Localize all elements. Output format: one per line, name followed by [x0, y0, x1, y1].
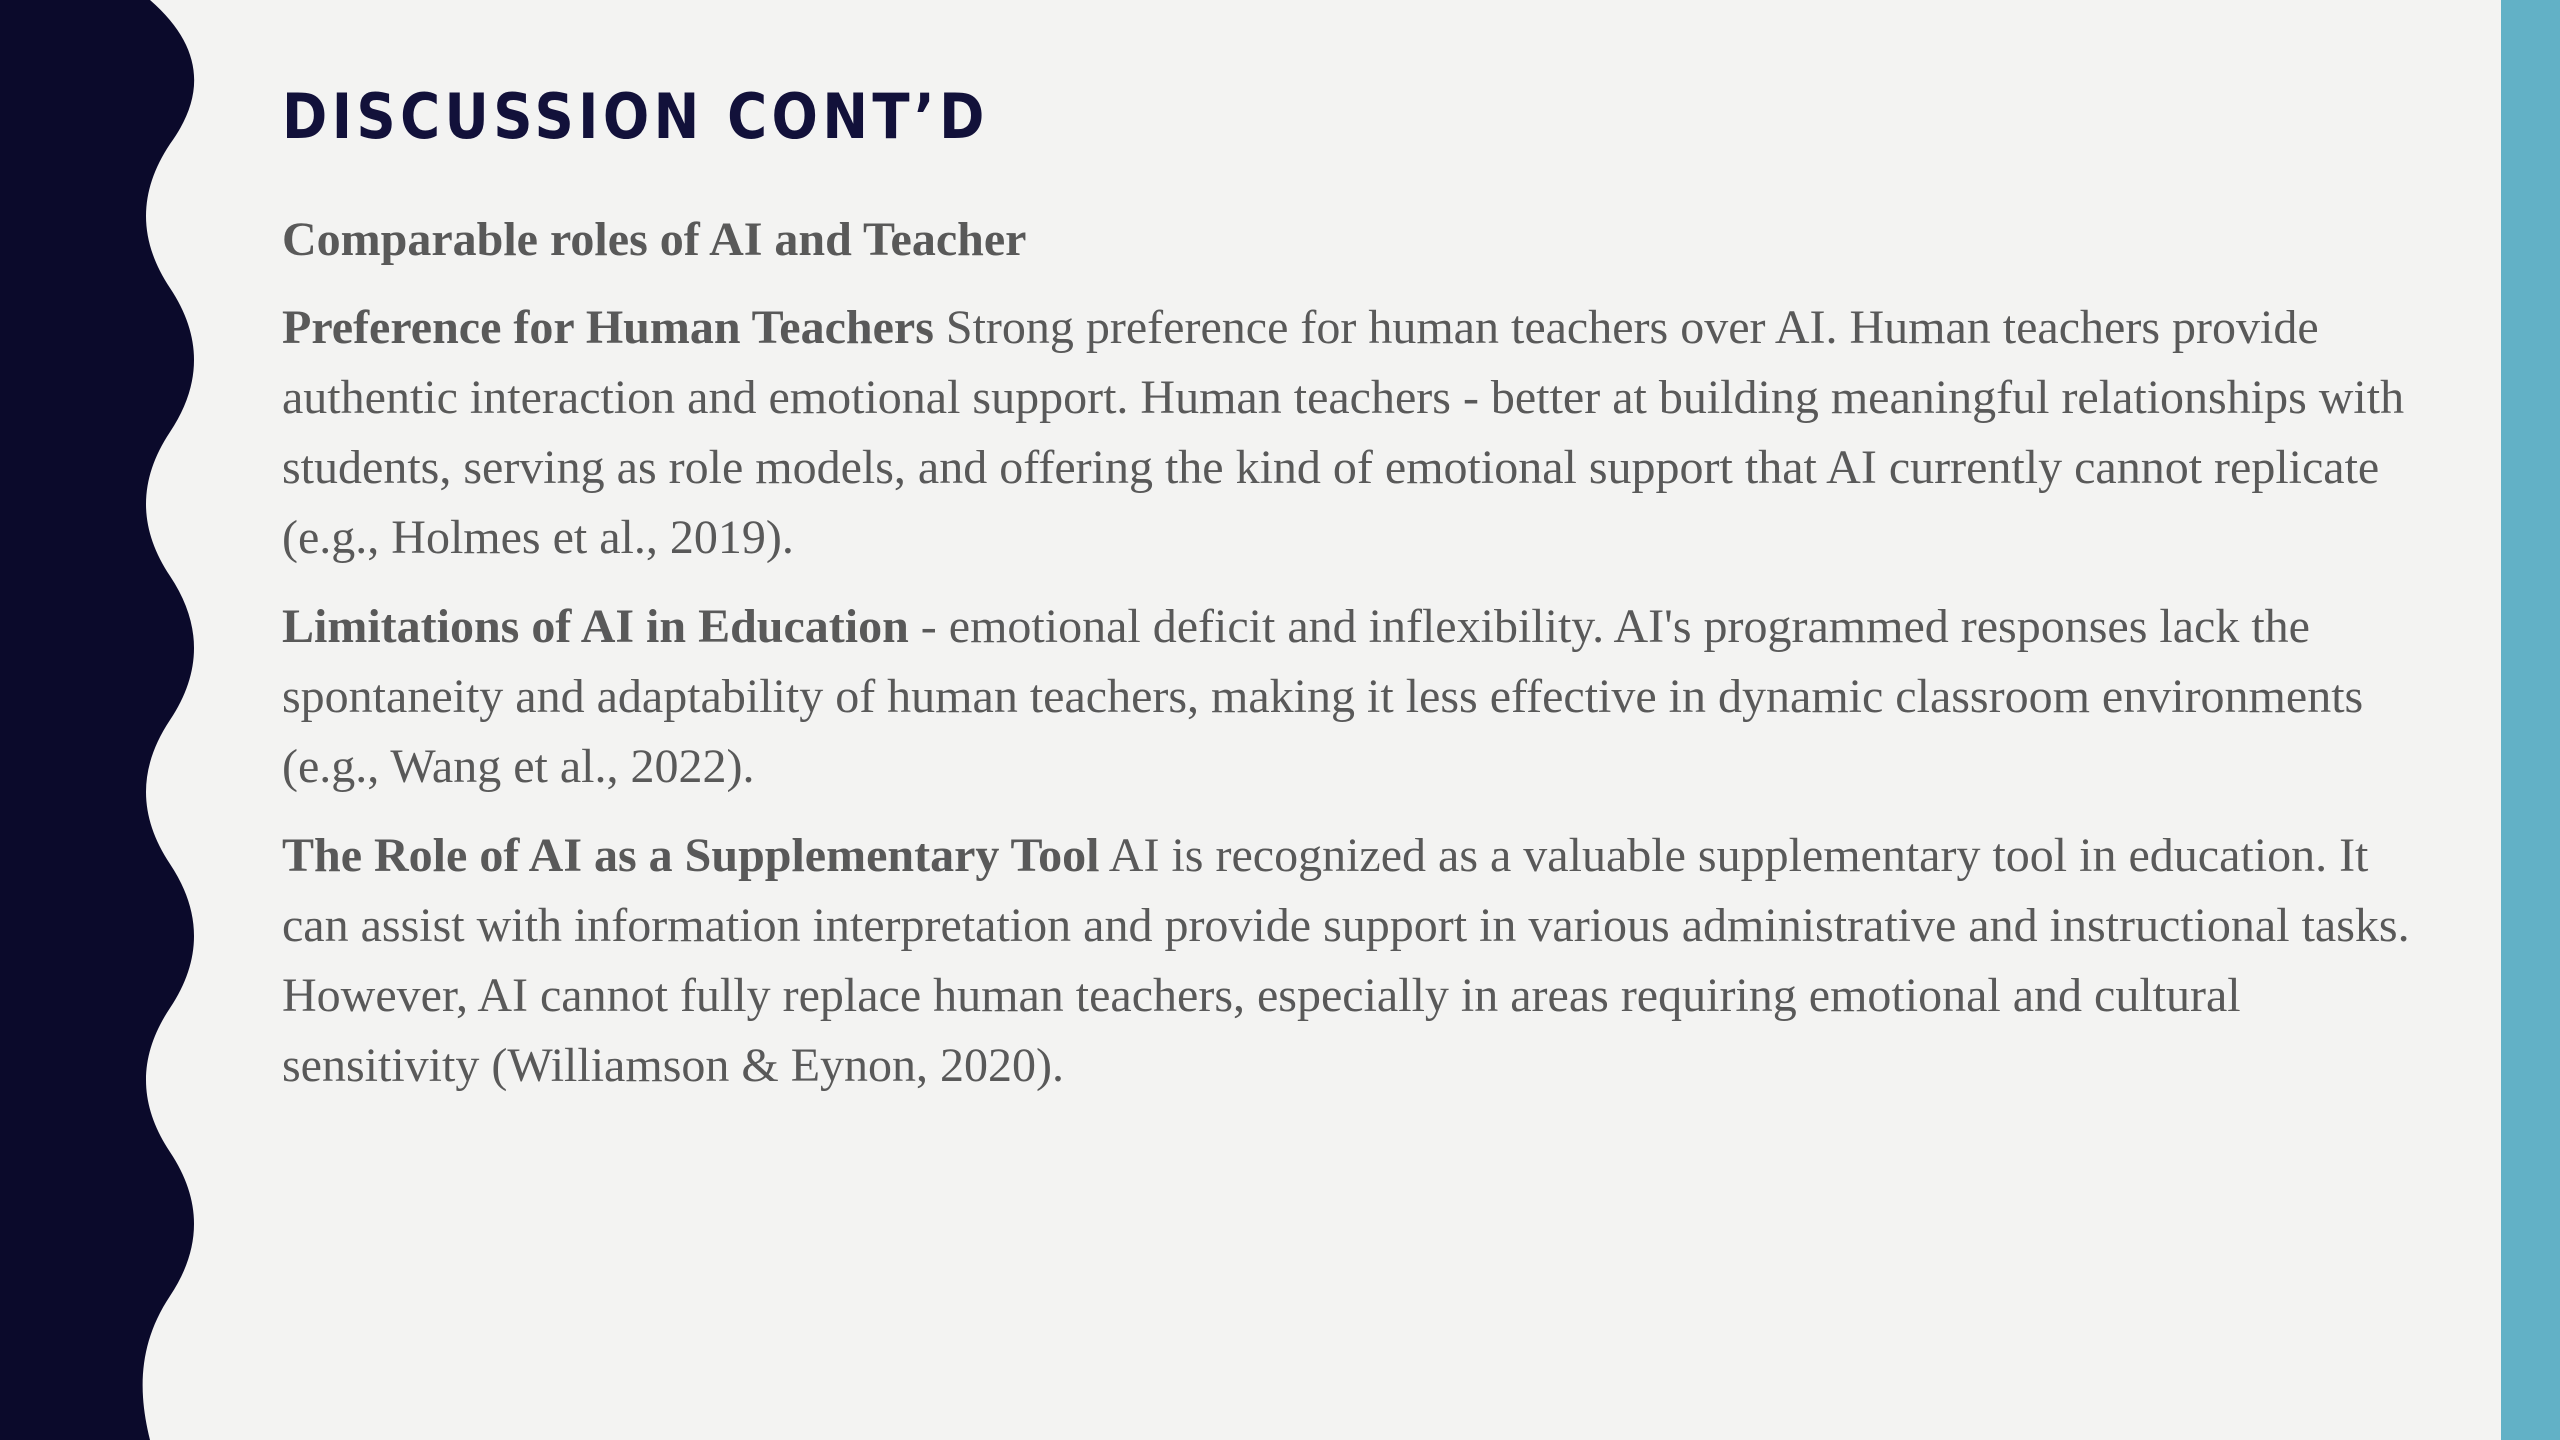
paragraph-text: AI is recognized as a valuable supplementary tool in education. It can assist with information interpretation and provide support in various administrative and instructional tasks. However, AI cannot fully replace human teachers, especially in areas requiring emotional and cultural sensitivity (Williamson & Eynon, 2020).	[282, 829, 2410, 1092]
wave-decoration	[0, 0, 200, 1440]
paragraph-ai-limitations	[282, 592, 2432, 802]
paragraph-supplementary-tool	[282, 821, 2432, 1101]
slide-body	[282, 205, 2432, 1120]
paragraph-text: Strong preference for human teachers over AI. Human teachers provide authentic interaction and emotional support. Human teachers - better at building meaningful relationships with students, serving as role models, and offering the kind of emotional support that AI currently cannot replicate (e.g., Holmes et al., 2019).	[282, 301, 2405, 564]
accent-sidebar	[2501, 0, 2560, 1440]
subheading: Comparable roles of AI and Teacher	[282, 213, 1027, 266]
slide-title: DISCUSSION CONT’D	[282, 80, 989, 153]
wave-band-shape	[0, 0, 194, 1440]
paragraph-text: - emotional deficit and inflexibility. AI's programmed responses lack the spontaneity and adaptability of human teachers, making it less effective in dynamic classroom environments (e.g., Wang et al., 2022).	[282, 600, 2364, 793]
paragraph-lead: Preference for Human Teachers	[282, 301, 934, 354]
paragraph-lead: The Role of AI as a Supplementary Tool	[282, 829, 1100, 882]
paragraph-human-teachers	[282, 293, 2432, 573]
paragraph-lead: Limitations of AI in Education	[282, 600, 909, 653]
